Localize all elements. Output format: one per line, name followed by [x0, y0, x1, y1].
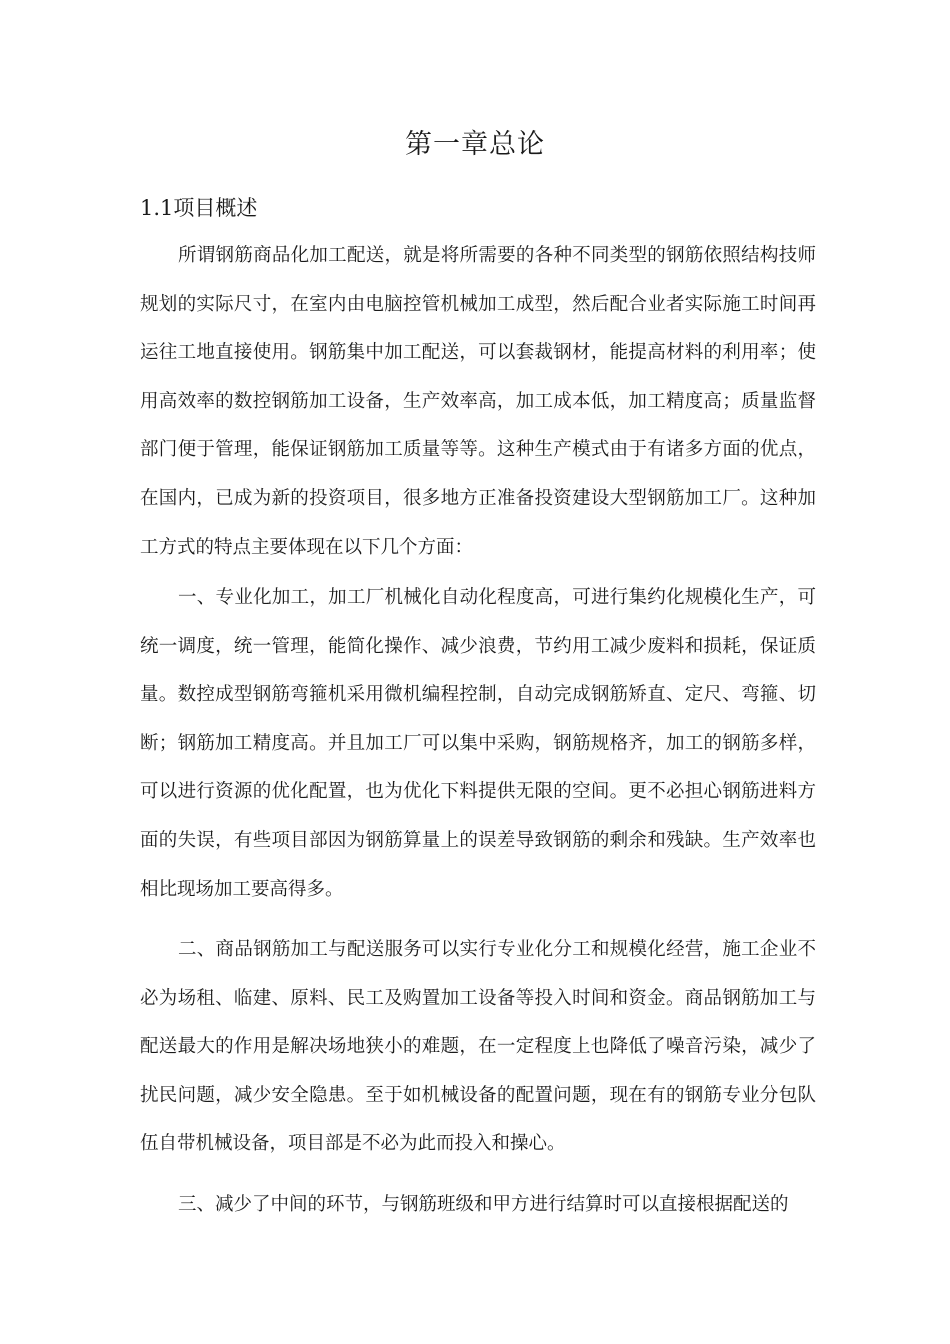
paragraph-point-one: 一、专业化加工，加工厂机械化自动化程度高，可进行集约化规模化生产，可统一调度，统一管理，能简化操作、减少浪费，节约用工减少废料和损耗，保证质量。数控成型钢筋弯箍机采用微机编程控制，自动完成钢筋矫直、定尺、弯箍、切断；钢筋加工精度高。并且加工厂可以集中采购，钢筋规格齐，加工的钢筋多样，可以进行资源的优化配置，也为优化下料提供无限的空间。更不必担心钢筋进料方面的失误，有些项目部因为钢筋算量上的误差导致钢筋的剩余和残缺。生产效率也相比现场加工要高得多。	[140, 587, 816, 900]
paragraph-intro: 所谓钢筋商品化加工配送，就是将所需要的各种不同类型的钢筋依照结构技师规划的实际尺寸，在室内由电脑控管机械加工成型，然后配合业者实际施工时间再运往工地直接使用。钢筋集中加工配送，可以套裁钢材，能提高材料的利用率；使用高效率的数控钢筋加工设备，生产效率高，加工成本低，加工精度高；质量监督部门便于管理，能保证钢筋加工质量等等。这种生产模式由于有诸多方面的优点，在国内，已成为新的投资项目，很多地方正准备投资建设大型钢筋加工厂。这种加工方式的特点主要体现在以下几个方面：	[140, 245, 816, 558]
chapter-title: 第一章总论	[405, 129, 545, 160]
section-heading: 1.1项目概述	[140, 196, 258, 220]
paragraph-point-two: 二、商品钢筋加工与配送服务可以实行专业化分工和规模化经营，施工企业不必为场租、临建、原料、民工及购置加工设备等投入时间和资金。商品钢筋加工与配送最大的作用是解决场地狭小的难题，在一定程度上也降低了噪音污染，减少了扰民问题，减少安全隐患。至于如机械设备的配置问题，现在有的钢筋专业分包队伍自带机械设备，项目部是不必为此而投入和操心。	[140, 939, 816, 1155]
paragraph-point-three: 三、减少了中间的环节，与钢筋班级和甲方进行结算时可以直接根据配送的	[178, 1194, 789, 1215]
